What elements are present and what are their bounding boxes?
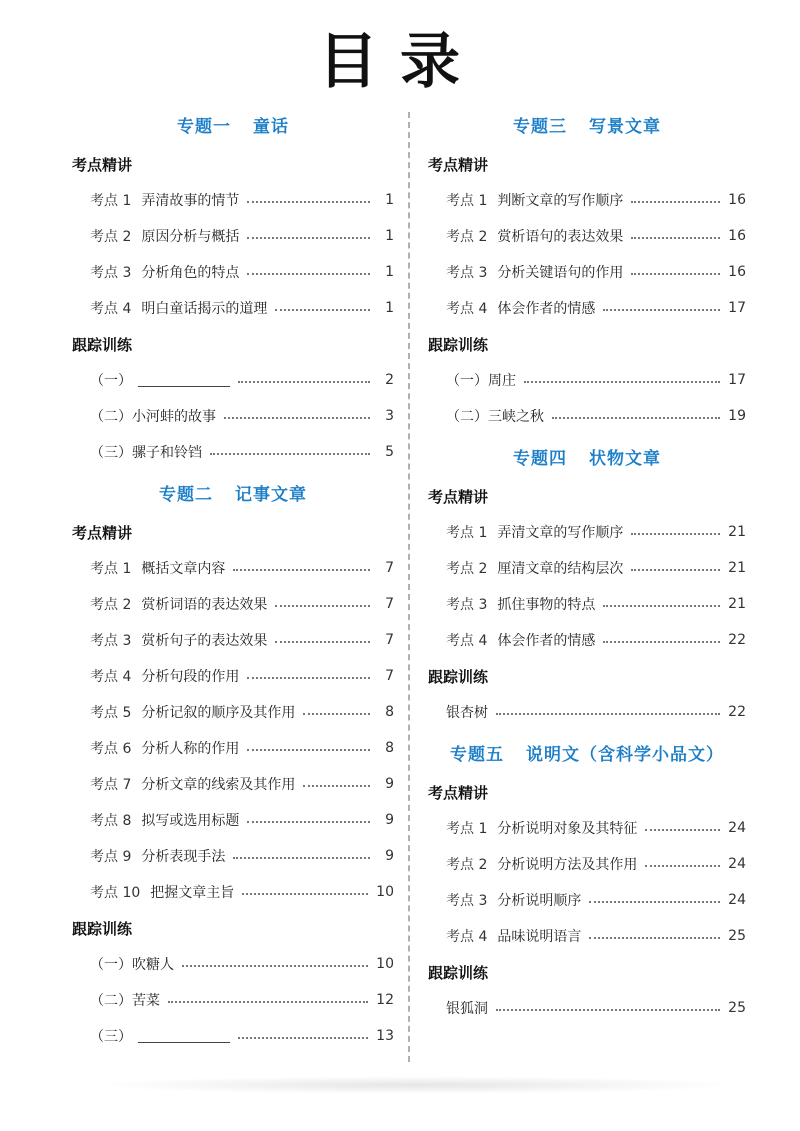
blank-underline (138, 385, 230, 387)
page-title: 目录 (318, 27, 482, 97)
entry-text: 分析表现手法 (141, 849, 226, 865)
point-number: 考点 4 (446, 633, 488, 649)
leader-dots (247, 201, 370, 203)
topic-label: 专题五 (450, 744, 504, 765)
toc-entry[interactable] (428, 990, 746, 1026)
toc-entry[interactable] (428, 622, 746, 658)
toc-entry[interactable] (428, 810, 746, 846)
leader-dots (631, 533, 720, 535)
topic-name: 童话 (253, 116, 289, 137)
entry-text: 分析句段的作用 (141, 669, 240, 685)
toc-entry[interactable] (428, 846, 746, 882)
point-number: 考点 2 (446, 229, 488, 245)
page-number: 25 (728, 1000, 746, 1016)
topic-heading-1[interactable] (72, 102, 394, 146)
topic-name: 记事文章 (235, 484, 307, 505)
entry-text: 银杏树 (446, 705, 488, 721)
point-number: 考点 5 (90, 705, 132, 721)
toc-entry[interactable] (72, 766, 394, 802)
page-number: 1 (385, 228, 394, 244)
page-number: 9 (385, 812, 394, 828)
leader-dots (631, 273, 720, 275)
point-number: 考点 6 (90, 741, 132, 757)
entry-text: （一）周庄 (446, 373, 516, 389)
leader-dots (168, 1001, 368, 1003)
section-heading: 考点精讲 (428, 783, 489, 802)
point-number: 考点 2 (446, 857, 488, 873)
toc-entry[interactable] (72, 182, 394, 218)
leader-dots (247, 273, 370, 275)
entry-text: 分析角色的特点 (141, 265, 240, 281)
leader-dots (275, 605, 370, 607)
leader-dots (182, 965, 368, 967)
toc-entry[interactable] (428, 362, 746, 398)
section-heading: 考点精讲 (428, 155, 489, 174)
page-number: 24 (728, 892, 746, 908)
entry-text: 把握文章主旨 (150, 885, 235, 901)
entry-text: 抓住事物的特点 (497, 597, 596, 613)
point-number: 考点 4 (446, 929, 488, 945)
toc-entry[interactable] (72, 982, 394, 1018)
page-number: 7 (385, 632, 394, 648)
leader-dots (603, 641, 720, 643)
topic-heading-4[interactable] (428, 434, 746, 478)
leader-dots (645, 865, 720, 867)
leader-dots (603, 605, 720, 607)
point-number: 考点 4 (446, 301, 488, 317)
section-heading: 考点精讲 (428, 487, 489, 506)
point-number: 考点 4 (90, 669, 132, 685)
page-number: 21 (728, 524, 746, 540)
toc-entry[interactable] (428, 218, 746, 254)
point-number: 考点 8 (90, 813, 132, 829)
point-number: 考点 7 (90, 777, 132, 793)
toc-entry[interactable] (72, 658, 394, 694)
page-number: 12 (376, 992, 394, 1008)
entry-text: （一）吹糖人 (90, 957, 174, 973)
leader-dots (645, 829, 720, 831)
page-number: 16 (728, 192, 746, 208)
left-column (72, 102, 394, 1054)
section-heading: 跟踪训练 (72, 919, 133, 938)
point-number: 考点 1 (90, 193, 132, 209)
page-number: 3 (385, 408, 394, 424)
section-heading: 跟踪训练 (428, 335, 489, 354)
point-number: 考点 3 (90, 633, 132, 649)
toc-entry[interactable] (72, 290, 394, 326)
leader-dots (603, 309, 720, 311)
page-number: 7 (385, 668, 394, 684)
leader-dots (496, 1009, 720, 1011)
leader-dots (589, 901, 720, 903)
point-number: 考点 1 (446, 193, 488, 209)
leader-dots (210, 453, 370, 455)
toc-entry[interactable] (428, 254, 746, 290)
page-number: 1 (385, 192, 394, 208)
point-number: 考点 10 (90, 885, 141, 901)
page-number: 1 (385, 300, 394, 316)
toc-entry[interactable] (72, 802, 394, 838)
entry-text: 分析说明方法及其作用 (497, 857, 638, 873)
leader-dots (238, 1037, 368, 1039)
page-number: 16 (728, 264, 746, 280)
page-number: 25 (728, 928, 746, 944)
page-number: 7 (385, 596, 394, 612)
leader-dots (247, 677, 370, 679)
entry-text: 厘清文章的结构层次 (497, 561, 624, 577)
toc-entry[interactable] (72, 434, 394, 470)
leader-dots (524, 381, 720, 383)
point-number: 考点 3 (446, 597, 488, 613)
page-number: 10 (376, 956, 394, 972)
entry-text: 分析文章的线索及其作用 (141, 777, 296, 793)
page-number: 21 (728, 596, 746, 612)
point-number: 考点 9 (90, 849, 132, 865)
entry-text: 赏析语句的表达效果 (497, 229, 624, 245)
page-number: 10 (376, 884, 394, 900)
toc-entry[interactable] (72, 838, 394, 874)
leader-dots (224, 417, 370, 419)
toc-entry[interactable] (428, 182, 746, 218)
entry-text: 分析记叙的顺序及其作用 (141, 705, 296, 721)
entry-text: （二）三峡之秋 (446, 409, 544, 425)
entry-text: 分析说明对象及其特征 (497, 821, 638, 837)
column-divider (408, 112, 410, 1062)
page-number: 8 (385, 740, 394, 756)
point-number: 考点 3 (90, 265, 132, 281)
leader-dots (631, 201, 720, 203)
point-number: 考点 3 (446, 265, 488, 281)
toc-entry[interactable] (72, 398, 394, 434)
toc-entry[interactable] (72, 946, 394, 982)
leader-dots (552, 417, 720, 419)
topic-heading-3[interactable] (428, 102, 746, 146)
point-number: 考点 4 (90, 301, 132, 317)
page-number: 17 (728, 372, 746, 388)
entry-text: 体会作者的情感 (497, 301, 596, 317)
leader-dots (247, 749, 370, 751)
leader-dots (303, 713, 370, 715)
entry-text: （三） (90, 1029, 132, 1045)
leader-dots (238, 381, 370, 383)
right-column (428, 102, 746, 1026)
leader-dots (275, 309, 370, 311)
leader-dots (233, 569, 370, 571)
entry-text: （一） (90, 373, 132, 389)
point-number: 考点 1 (90, 561, 132, 577)
toc-entry[interactable] (428, 918, 746, 954)
page-number: 24 (728, 856, 746, 872)
entry-text: （二）苦菜 (90, 993, 160, 1009)
toc-entry[interactable] (72, 730, 394, 766)
entry-text: 赏析句子的表达效果 (141, 633, 268, 649)
topic-name: 写景文章 (589, 116, 661, 137)
topic-name: 状物文章 (589, 448, 661, 469)
toc-entry[interactable] (428, 514, 746, 550)
page-number: 19 (728, 408, 746, 424)
entry-text: 原因分析与概括 (141, 229, 240, 245)
toc-entry[interactable] (72, 550, 394, 586)
leader-dots (589, 937, 720, 939)
point-number: 考点 2 (446, 561, 488, 577)
leader-dots (242, 893, 368, 895)
topic-heading-2[interactable] (72, 470, 394, 514)
toc-entry[interactable] (72, 694, 394, 730)
topic-label: 专题二 (159, 484, 213, 505)
entry-text: 拟写或选用标题 (141, 813, 240, 829)
section-heading: 跟踪训练 (428, 963, 489, 982)
page-number: 5 (385, 444, 394, 460)
entry-text: 弄清故事的情节 (141, 193, 240, 209)
page-number: 1 (385, 264, 394, 280)
leader-dots (247, 237, 370, 239)
toc-entry[interactable] (428, 398, 746, 434)
section-heading: 跟踪训练 (72, 335, 133, 354)
topic-label: 专题一 (177, 116, 231, 137)
section-heading: 考点精讲 (72, 155, 133, 174)
entry-text: 体会作者的情感 (497, 633, 596, 649)
entry-text: 分析关键语句的作用 (497, 265, 624, 281)
toc-entry[interactable] (72, 622, 394, 658)
leader-dots (233, 857, 370, 859)
topic-label: 专题三 (513, 116, 567, 137)
page-number: 22 (728, 704, 746, 720)
entry-text: （二）小河蚌的故事 (90, 409, 216, 425)
toc-entry[interactable] (72, 874, 394, 910)
toc-entry[interactable] (428, 290, 746, 326)
leader-dots (496, 713, 720, 715)
point-number: 考点 3 (446, 893, 488, 909)
page-number: 8 (385, 704, 394, 720)
entry-text: 分析说明顺序 (497, 893, 582, 909)
toc-entry[interactable] (428, 882, 746, 918)
toc-entry[interactable] (428, 694, 746, 730)
section-heading: 跟踪训练 (428, 667, 489, 686)
point-number: 考点 2 (90, 229, 132, 245)
leader-dots (303, 785, 370, 787)
toc-entry[interactable] (72, 362, 394, 398)
topic-label: 专题四 (513, 448, 567, 469)
entry-text: 判断文章的写作顺序 (497, 193, 624, 209)
leader-dots (631, 237, 720, 239)
toc-entry[interactable] (72, 1018, 394, 1054)
toc-entry[interactable] (428, 586, 746, 622)
page-number: 9 (385, 848, 394, 864)
entry-text: 赏析词语的表达效果 (141, 597, 268, 613)
page-shadow (90, 1076, 740, 1094)
entry-text: 银狐洞 (446, 1001, 488, 1017)
toc-entry[interactable] (428, 550, 746, 586)
entry-text: 分析人称的作用 (141, 741, 240, 757)
page-number: 16 (728, 228, 746, 244)
entry-text: 弄清文章的写作顺序 (497, 525, 624, 541)
entry-text: 品味说明语言 (497, 929, 582, 945)
page-number: 22 (728, 632, 746, 648)
toc-entry[interactable] (72, 218, 394, 254)
topic-heading-5[interactable] (428, 730, 746, 774)
toc-entry[interactable] (72, 586, 394, 622)
topic-name: 说明文（含科学小品文） (526, 744, 724, 765)
leader-dots (275, 641, 370, 643)
leader-dots (631, 569, 720, 571)
entry-text: （三）骡子和铃铛 (90, 445, 202, 461)
page-number: 13 (376, 1028, 394, 1044)
page-number: 21 (728, 560, 746, 576)
point-number: 考点 1 (446, 821, 488, 837)
page-number: 24 (728, 820, 746, 836)
blank-underline (138, 1041, 230, 1043)
page-number: 9 (385, 776, 394, 792)
page-number: 7 (385, 560, 394, 576)
toc-entry[interactable] (72, 254, 394, 290)
leader-dots (247, 821, 370, 823)
point-number: 考点 2 (90, 597, 132, 613)
entry-text: 明白童话揭示的道理 (141, 301, 268, 317)
page-number: 2 (385, 372, 394, 388)
entry-text: 概括文章内容 (141, 561, 226, 577)
page-number: 17 (728, 300, 746, 316)
point-number: 考点 1 (446, 525, 488, 541)
section-heading: 考点精讲 (72, 523, 133, 542)
